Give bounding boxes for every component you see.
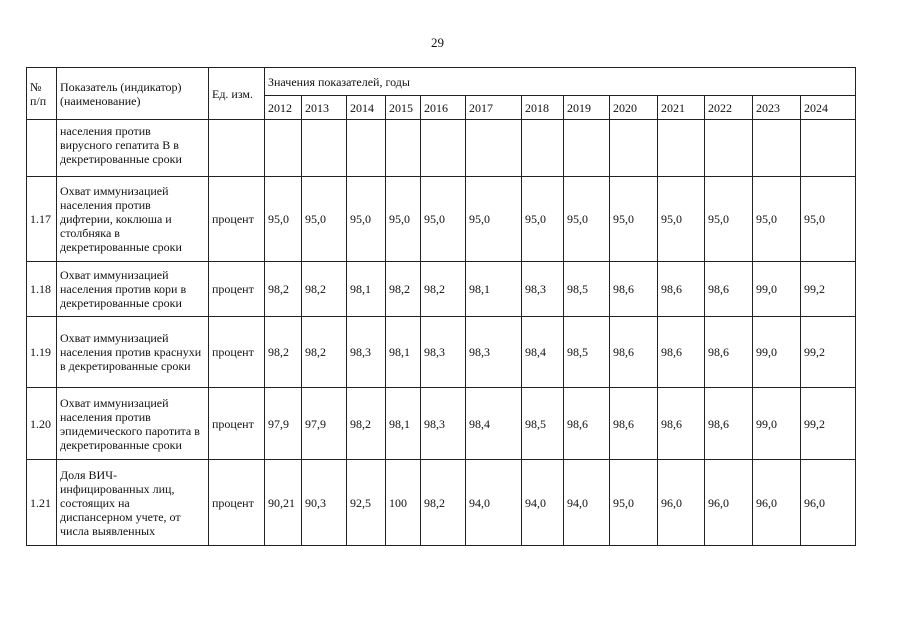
row-value: 99,2 [801,388,856,460]
row-value: 98,2 [421,460,466,546]
table-row [27,120,856,177]
row-value: 95,0 [801,177,856,262]
row-number: 1.20 [27,388,57,460]
row-number: 1.18 [27,262,57,317]
row-value: 98,6 [610,262,658,317]
row-value: 95,0 [610,460,658,546]
row-value: 99,2 [801,262,856,317]
row-value: 98,2 [265,262,302,317]
row-value [753,120,801,177]
row-value: 98,1 [386,317,421,388]
row-value [302,120,347,177]
row-value: 98,6 [658,317,705,388]
row-value: 99,0 [753,262,801,317]
header-year: 2018 [522,96,564,120]
row-value: 98,3 [466,317,522,388]
row-value: 95,0 [753,177,801,262]
row-value: 98,2 [302,262,347,317]
header-year: 2022 [705,96,753,120]
row-value: 99,2 [801,317,856,388]
row-value: 96,0 [658,460,705,546]
table-row [27,262,856,317]
row-unit: процент [209,262,265,317]
row-value [522,120,564,177]
row-value: 99,0 [753,388,801,460]
row-value: 98,6 [658,262,705,317]
header-year: 2017 [466,96,522,120]
row-value: 97,9 [265,388,302,460]
row-value: 98,3 [347,317,386,388]
header-year: 2023 [753,96,801,120]
header-num: № п/п [27,68,57,120]
row-value: 99,0 [753,317,801,388]
row-value: 90,21 [265,460,302,546]
row-value: 95,0 [347,177,386,262]
row-value: 96,0 [705,460,753,546]
table-row [27,177,856,262]
row-value: 98,1 [386,388,421,460]
row-value: 98,2 [386,262,421,317]
header-year: 2024 [801,96,856,120]
row-value: 98,3 [421,317,466,388]
header-unit: Ед. изм. [209,68,265,120]
row-value [265,120,302,177]
table-row [27,460,856,546]
row-value: 98,6 [564,388,610,460]
row-value [466,120,522,177]
row-indicator: Доля ВИЧ-инфицированных лиц, состоящих на диспансерном учете, от числа выявленных [57,460,209,546]
row-value: 94,0 [522,460,564,546]
row-value: 97,9 [302,388,347,460]
row-value: 98,1 [347,262,386,317]
row-value: 98,6 [610,388,658,460]
header-row [27,68,856,96]
row-value [658,120,705,177]
row-value: 98,2 [347,388,386,460]
row-value: 98,6 [610,317,658,388]
indicators-table [26,67,856,546]
row-value: 100 [386,460,421,546]
row-indicator: Охват иммунизацией населения против дифтерии, коклюша и столбняка в декретированные сроки [57,177,209,262]
row-value: 95,0 [466,177,522,262]
row-value: 98,6 [705,388,753,460]
header-year: 2012 [265,96,302,120]
row-value: 96,0 [753,460,801,546]
row-value [564,120,610,177]
row-value: 95,0 [386,177,421,262]
row-value: 98,5 [564,262,610,317]
header-year: 2016 [421,96,466,120]
row-value: 98,4 [466,388,522,460]
row-value: 98,2 [302,317,347,388]
row-value: 98,6 [705,262,753,317]
row-value [705,120,753,177]
row-value: 90,3 [302,460,347,546]
row-indicator: населения против вирусного гепатита В в декретированные сроки [57,120,209,177]
row-value [610,120,658,177]
row-unit [209,120,265,177]
row-value: 94,0 [564,460,610,546]
row-value: 98,5 [564,317,610,388]
row-value: 95,0 [564,177,610,262]
header-indicator: Показатель (индикатор) (наименование) [57,68,209,120]
row-value: 95,0 [610,177,658,262]
row-number: 1.21 [27,460,57,546]
header-year: 2014 [347,96,386,120]
row-value: 98,2 [421,262,466,317]
header-year: 2020 [610,96,658,120]
row-value: 95,0 [421,177,466,262]
row-unit: процент [209,177,265,262]
row-value: 95,0 [302,177,347,262]
row-value: 95,0 [265,177,302,262]
row-value [421,120,466,177]
row-unit: процент [209,317,265,388]
row-value: 98,4 [522,317,564,388]
row-value: 98,6 [658,388,705,460]
row-number [27,120,57,177]
row-value: 95,0 [658,177,705,262]
row-value: 96,0 [801,460,856,546]
page-number: 29 [431,35,444,50]
header-year: 2013 [302,96,347,120]
header-year: 2019 [564,96,610,120]
row-value: 94,0 [466,460,522,546]
header-values: Значения показателей, годы [265,68,856,96]
header-year: 2015 [386,96,421,120]
row-indicator: Охват иммунизацией населения против кори в декретированные сроки [57,262,209,317]
row-value [386,120,421,177]
row-value: 98,2 [265,317,302,388]
table-row [27,388,856,460]
row-value: 98,3 [522,262,564,317]
row-value: 98,3 [421,388,466,460]
row-value: 95,0 [522,177,564,262]
row-indicator: Охват иммунизацией населения против краснухи в декретированные сроки [57,317,209,388]
row-indicator: Охват иммунизацией населения против эпидемического паротита в декретированные сроки [57,388,209,460]
row-value: 98,5 [522,388,564,460]
table-row [27,317,856,388]
row-unit: процент [209,460,265,546]
row-value: 98,1 [466,262,522,317]
row-value: 98,6 [705,317,753,388]
table-body [27,120,856,546]
row-value: 92,5 [347,460,386,546]
row-number: 1.19 [27,317,57,388]
header-year: 2021 [658,96,705,120]
row-unit: процент [209,388,265,460]
row-number: 1.17 [27,177,57,262]
row-value [801,120,856,177]
row-value [347,120,386,177]
row-value: 95,0 [705,177,753,262]
